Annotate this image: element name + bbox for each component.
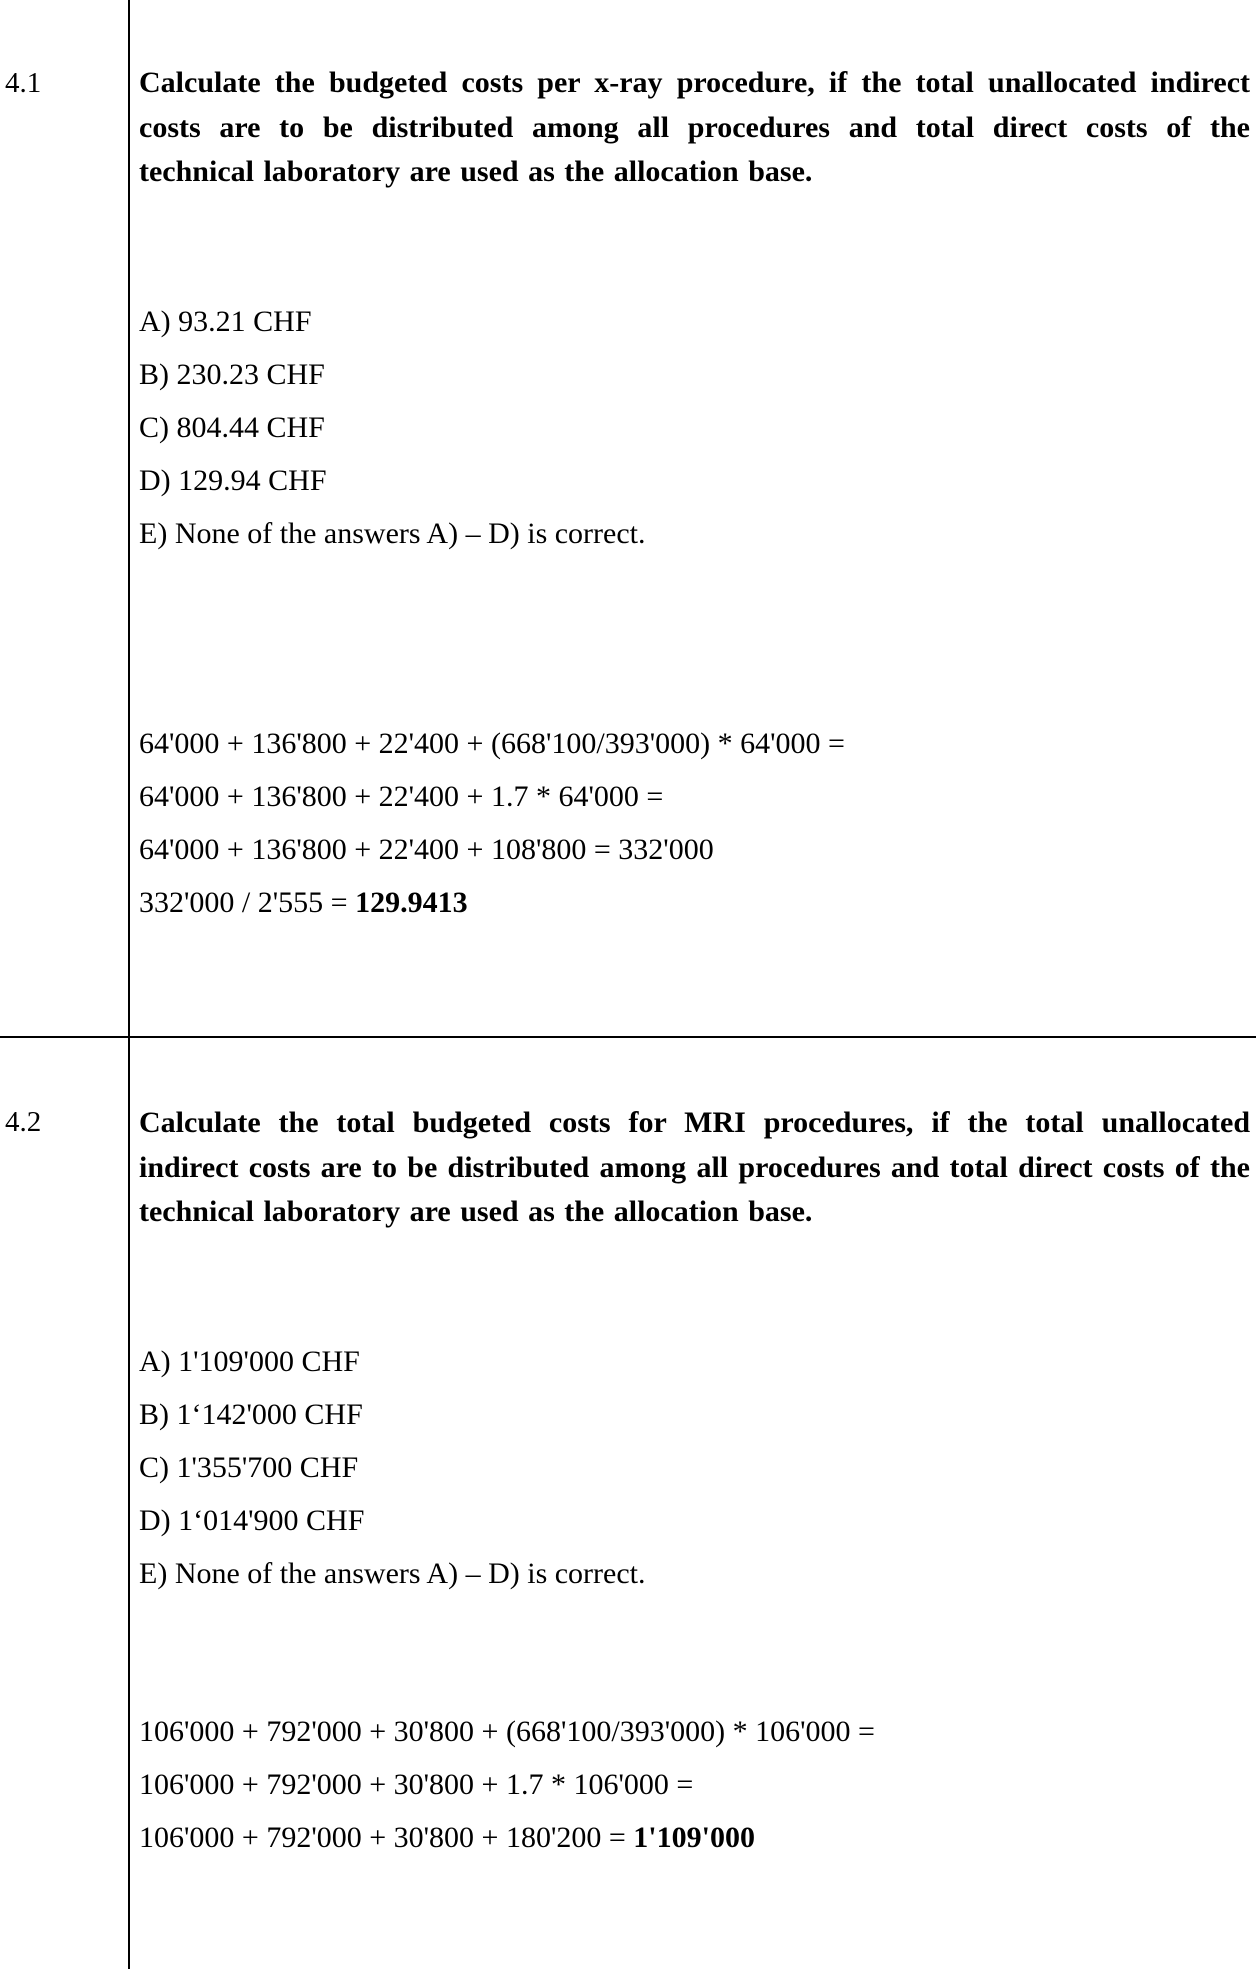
solution-result: 129.9413 bbox=[355, 886, 468, 919]
answer-option-d: D) 129.94 CHF bbox=[139, 464, 327, 497]
answer-options bbox=[139, 295, 646, 560]
question-text: Calculate the total budgeted costs for MRI procedures, if the total unallocated indirect costs are to be distributed among all procedures and total direct costs of the technical laboratory are used as the allocation base. bbox=[139, 1106, 1250, 1228]
column-divider-vertical bbox=[128, 0, 130, 1969]
solution-line: 64'000 + 136'800 + 22'400 + 108'800 = 332'000 bbox=[139, 833, 714, 866]
question-number: 4.2 bbox=[5, 1106, 42, 1138]
solution-calculation bbox=[139, 717, 845, 929]
answer-option-c: C) 804.44 CHF bbox=[139, 411, 325, 444]
answer-option-b: B) 1‘142'000 CHF bbox=[139, 1398, 363, 1431]
answer-option-e: E) None of the answers A) – D) is correct. bbox=[139, 517, 646, 550]
solution-result: 1'109'000 bbox=[633, 1821, 755, 1854]
answer-option-a: A) 1'109'000 CHF bbox=[139, 1345, 360, 1378]
answer-option-b: B) 230.23 CHF bbox=[139, 358, 325, 391]
question-text: Calculate the budgeted costs per x-ray procedure, if the total unallocated indirect costs are to be distributed among all procedures and total direct costs of the technical laboratory are used as the allocation base. bbox=[139, 66, 1250, 188]
answer-option-e: E) None of the answers A) – D) is correct. bbox=[139, 1557, 646, 1590]
answer-option-c: C) 1'355'700 CHF bbox=[139, 1451, 359, 1484]
solution-line: 106'000 + 792'000 + 30'800 + (668'100/393'000) * 106'000 = bbox=[139, 1715, 875, 1748]
solution-expression: 106'000 + 792'000 + 30'800 + 180'200 = bbox=[139, 1821, 634, 1854]
answer-options bbox=[139, 1335, 646, 1600]
solution-line-final bbox=[139, 876, 845, 929]
solution-line: 106'000 + 792'000 + 30'800 + 1.7 * 106'000 = bbox=[139, 1768, 694, 1801]
answer-option-a: A) 93.21 CHF bbox=[139, 305, 312, 338]
solution-calculation bbox=[139, 1705, 875, 1864]
solution-line: 64'000 + 136'800 + 22'400 + 1.7 * 64'000 = bbox=[139, 780, 664, 813]
question-number: 4.1 bbox=[5, 67, 42, 99]
solution-line-final bbox=[139, 1811, 875, 1864]
solution-line: 64'000 + 136'800 + 22'400 + (668'100/393'000) * 64'000 = bbox=[139, 727, 845, 760]
answer-option-d: D) 1‘014'900 CHF bbox=[139, 1504, 365, 1537]
solution-expression: 332'000 / 2'555 = bbox=[139, 886, 356, 919]
row-divider-horizontal bbox=[0, 1036, 1256, 1038]
